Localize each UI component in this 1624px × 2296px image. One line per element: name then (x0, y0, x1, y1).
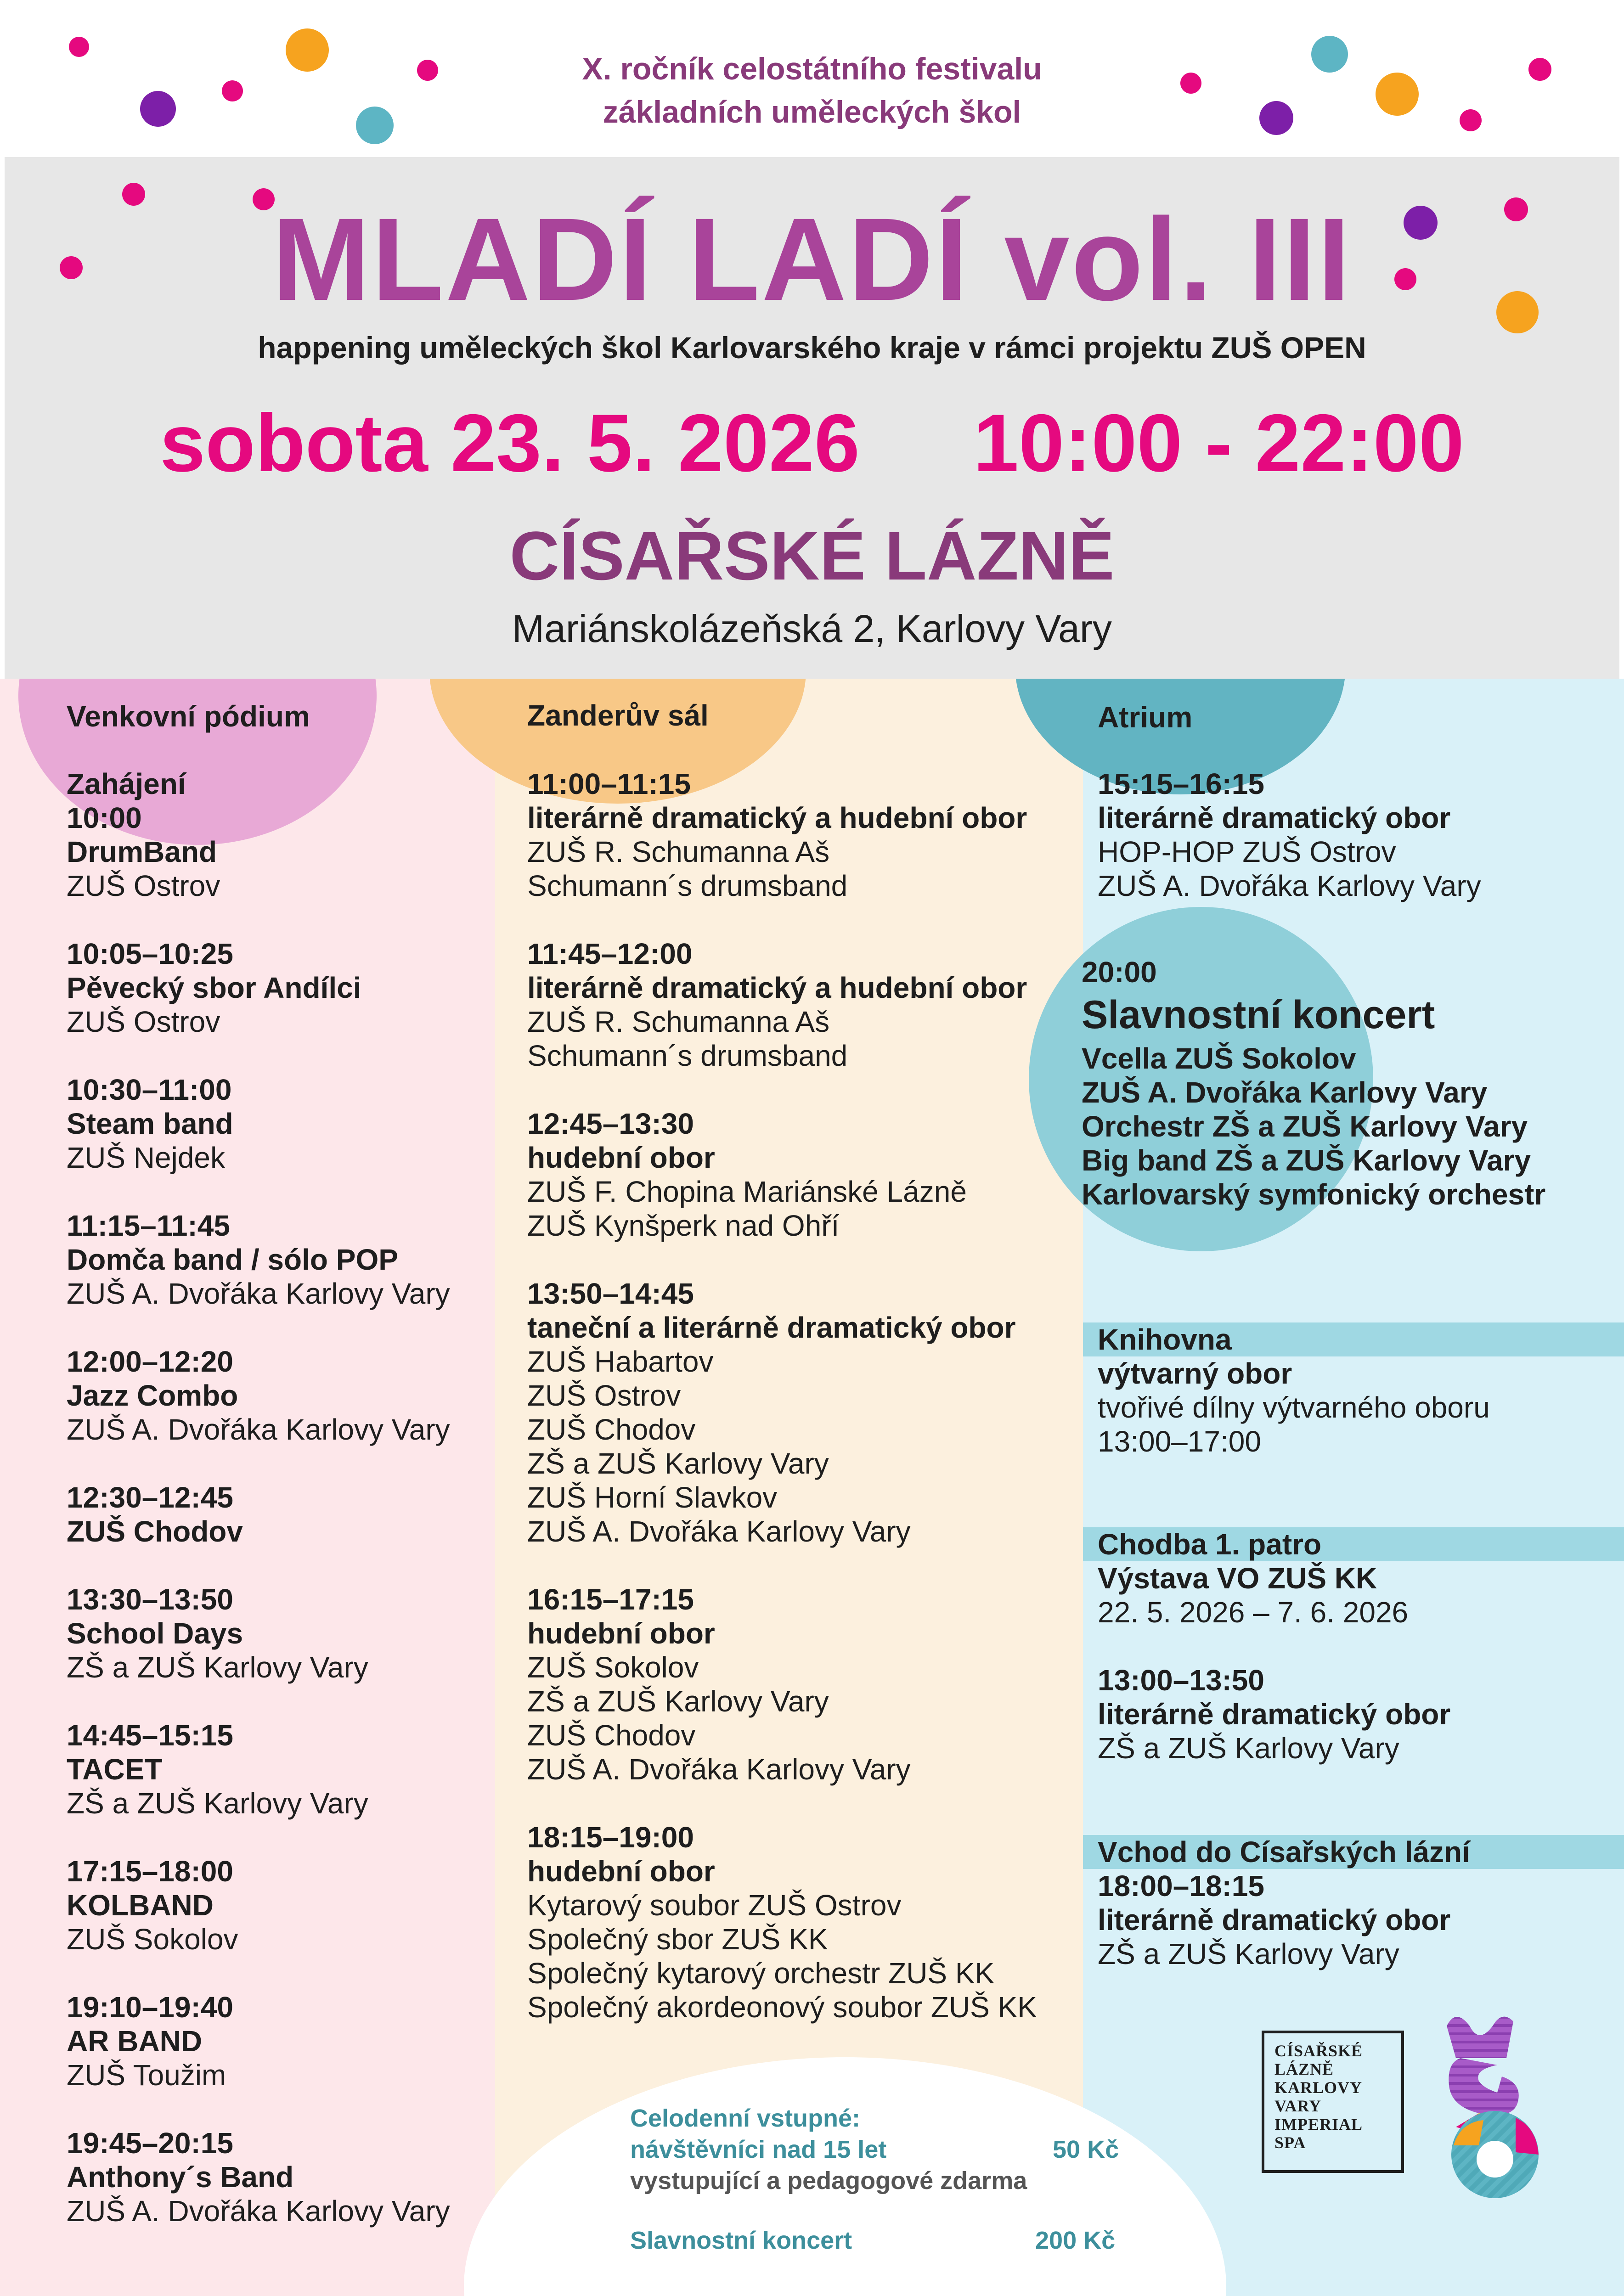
outdoor-item-school: ZUŠ A. Dvořáka Karlovy Vary (67, 1277, 450, 1310)
outdoor-item-time: 10:05–10:25 (67, 937, 233, 970)
outdoor-item-extra: 10:00 (67, 801, 142, 834)
logo-line: CÍSAŘSKÉ (1274, 2042, 1363, 2060)
outdoor-item-title: TACET (67, 1753, 163, 1786)
admission-adult-price: 50 Kč (1053, 2136, 1119, 2163)
atrium-item-time: 15:15–16:15 (1098, 767, 1264, 800)
festival-tagline-line2: základních uměleckých škol (603, 95, 1021, 129)
outdoor-item-title: Domča band / sólo POP (67, 1243, 398, 1276)
library-line: tvořivé dílny výtvarného oboru (1098, 1391, 1490, 1424)
outdoor-item-title: KOLBAND (67, 1889, 214, 1922)
corridor-title: Chodba 1. patro (1098, 1528, 1322, 1561)
outdoor-item-school: ZUŠ Sokolov (67, 1923, 238, 1956)
outdoor-item-school: ZUŠ A. Dvořáka Karlovy Vary (67, 1413, 450, 1446)
event-subtitle: happening uměleckých škol Karlovarského kraje v rámci projektu ZUŠ OPEN (258, 331, 1366, 365)
concert-line: Karlovarský symfonický orchestr (1082, 1178, 1546, 1211)
zander-item-title: literárně dramatický a hudební obor (527, 801, 1027, 834)
admission-heading: Celodenní vstupné: (630, 2105, 861, 2132)
concert-line: ZUŠ A. Dvořáka Karlovy Vary (1082, 1076, 1488, 1109)
outdoor-item-school: ZUŠ Ostrov (67, 1005, 220, 1038)
outdoor-item-title: DrumBand (67, 835, 217, 868)
corridor-school: ZŠ a ZUŠ Karlovy Vary (1098, 1732, 1399, 1765)
outdoor-item-title: ZUŠ Chodov (67, 1515, 243, 1548)
zus-open-logo-icon (1428, 2008, 1557, 2200)
zander-item-time: 18:15–19:00 (527, 1821, 694, 1854)
zander-item-time: 13:50–14:45 (527, 1277, 694, 1310)
zander-item-line: ZUŠ Horní Slavkov (527, 1481, 778, 1514)
event-title: MLADÍ LADÍ vol. III (272, 194, 1352, 325)
admission-free-note: vystupující a pedagogové zdarma (630, 2167, 1027, 2195)
logo-line: LÁZNĚ (1274, 2060, 1334, 2078)
venue-logo (1262, 2031, 1404, 2173)
outdoor-item-time: Zahájení (67, 767, 186, 800)
outdoor-item-school: ZŠ a ZUŠ Karlovy Vary (67, 1787, 368, 1820)
zander-item-line: ZUŠ R. Schumanna Aš (527, 1005, 830, 1038)
zander-item-title: hudební obor (527, 1141, 715, 1174)
corridor-subtitle: literárně dramatický obor (1098, 1698, 1451, 1731)
entrance-title: Vchod do Císařských lázní (1098, 1835, 1470, 1868)
concert-line: Orchestr ZŠ a ZUŠ Karlovy Vary (1082, 1110, 1528, 1143)
outdoor-item-school: ZUŠ Nejdek (67, 1141, 225, 1174)
outdoor-item-time: 12:00–12:20 (67, 1345, 233, 1378)
venue-address: Mariánskolázeňská 2, Karlovy Vary (512, 607, 1112, 650)
zander-item-line: ZUŠ Chodov (527, 1413, 696, 1446)
admission-adult-label: návštěvníci nad 15 let (630, 2136, 887, 2163)
corridor-dates: 22. 5. 2026 – 7. 6. 2026 (1098, 1596, 1409, 1629)
zander-item-line: Schumann´s drumsband (527, 869, 848, 902)
outdoor-item-title: Pěvecký sbor Andílci (67, 971, 361, 1004)
zander-item-line: ZUŠ Ostrov (527, 1379, 681, 1412)
outdoor-item-time: 13:30–13:50 (67, 1583, 233, 1616)
zander-item-line: ZUŠ Kynšperk nad Ohří (527, 1209, 840, 1242)
zander-item-line: ZUŠ Habartov (527, 1345, 714, 1378)
stage-outdoor-title: Venkovní pódium (67, 700, 310, 733)
outdoor-item-title: Anthony´s Band (67, 2161, 294, 2194)
zander-item-line: Společný akordeonový soubor ZUŠ KK (527, 1991, 1037, 2024)
zander-item-line: ZUŠ A. Dvořáka Karlovy Vary (527, 1753, 911, 1786)
outdoor-item-school: ZUŠ Ostrov (67, 869, 220, 902)
concert-title: Slavnostní koncert (1082, 993, 1435, 1037)
zander-item-title: taneční a literárně dramatický obor (527, 1311, 1016, 1344)
outdoor-item-time: 12:30–12:45 (67, 1481, 233, 1514)
concert-line: Big band ZŠ a ZUŠ Karlovy Vary (1082, 1144, 1531, 1177)
atrium-item-line: HOP-HOP ZUŠ Ostrov (1098, 835, 1396, 868)
zander-item-line: ZŠ a ZUŠ Karlovy Vary (527, 1447, 829, 1480)
atrium-item-line: ZUŠ A. Dvořáka Karlovy Vary (1098, 869, 1481, 902)
outdoor-item-title: AR BAND (67, 2025, 203, 2058)
zander-item-line: ZUŠ Chodov (527, 1719, 696, 1752)
library-subtitle: výtvarný obor (1098, 1357, 1292, 1390)
outdoor-item-time: 17:15–18:00 (67, 1855, 233, 1888)
event-time: 10:00 - 22:00 (973, 397, 1464, 489)
logo-line: KARLOVY (1274, 2078, 1363, 2097)
corridor-exhibition: Výstava VO ZUŠ KK (1098, 1562, 1377, 1595)
zander-item-title: hudební obor (527, 1617, 715, 1650)
stage-atrium-title: Atrium (1098, 701, 1193, 734)
zander-item-line: ZUŠ F. Chopina Mariánské Lázně (527, 1175, 967, 1208)
entrance-subtitle: literárně dramatický obor (1098, 1903, 1451, 1936)
event-date: sobota 23. 5. 2026 (160, 397, 860, 489)
entrance-time: 18:00–18:15 (1098, 1869, 1264, 1902)
logo-line: SPA (1274, 2133, 1306, 2152)
zander-item-line: Společný kytarový orchestr ZUŠ KK (527, 1957, 995, 1990)
concert-line: Vcella ZUŠ Sokolov (1082, 1042, 1356, 1075)
zander-item-line: ZUŠ Sokolov (527, 1651, 699, 1684)
outdoor-item-time: 11:15–11:45 (67, 1209, 230, 1242)
zander-item-time: 11:00–11:15 (527, 767, 691, 800)
outdoor-item-title: Jazz Combo (67, 1379, 238, 1412)
event-date-time (0, 395, 1624, 491)
outdoor-item-school: ZUŠ Toužim (67, 2059, 226, 2092)
library-line: 13:00–17:00 (1098, 1425, 1261, 1458)
zander-item-line: ZUŠ A. Dvořáka Karlovy Vary (527, 1515, 911, 1548)
atrium-item-title: literárně dramatický obor (1098, 801, 1451, 834)
outdoor-item-school: ZŠ a ZUŠ Karlovy Vary (67, 1651, 368, 1684)
zander-item-line: Schumann´s drumsband (527, 1039, 848, 1072)
festival-tagline-line1: X. ročník celostátního festivalu (582, 51, 1042, 86)
zander-item-time: 16:15–17:15 (527, 1583, 694, 1616)
concert-fee-price: 200 Kč (1035, 2227, 1116, 2254)
logo-line: IMPERIAL (1274, 2115, 1363, 2133)
concert-time: 20:00 (1082, 956, 1157, 989)
zander-item-title: hudební obor (527, 1855, 715, 1888)
stage-zander-title: Zanderův sál (527, 699, 709, 732)
outdoor-item-title: School Days (67, 1617, 243, 1650)
outdoor-item-time: 14:45–15:15 (67, 1719, 233, 1752)
outdoor-item-title: Steam band (67, 1107, 233, 1140)
zander-item-line: ZŠ a ZUŠ Karlovy Vary (527, 1685, 829, 1718)
outdoor-item-school: ZUŠ A. Dvořáka Karlovy Vary (67, 2195, 450, 2228)
library-title: Knihovna (1098, 1323, 1232, 1356)
outdoor-item-time: 10:30–11:00 (67, 1073, 232, 1106)
entrance-school: ZŠ a ZUŠ Karlovy Vary (1098, 1937, 1399, 1970)
zander-item-title: literárně dramatický a hudební obor (527, 971, 1027, 1004)
outdoor-item-time: 19:10–19:40 (67, 1991, 233, 2024)
logo-line: VARY (1274, 2097, 1322, 2115)
venue-name: CÍSAŘSKÉ LÁZNĚ (509, 517, 1115, 594)
zander-item-time: 11:45–12:00 (527, 937, 693, 970)
concert-fee-label: Slavnostní koncert (630, 2227, 852, 2254)
outdoor-item-time: 19:45–20:15 (67, 2127, 233, 2160)
zander-item-line: ZUŠ R. Schumanna Aš (527, 835, 830, 868)
zander-item-time: 12:45–13:30 (527, 1107, 694, 1140)
zander-item-line: Společný sbor ZUŠ KK (527, 1923, 828, 1956)
corridor-time: 13:00–13:50 (1098, 1664, 1264, 1697)
zander-item-line: Kytarový soubor ZUŠ Ostrov (527, 1889, 902, 1922)
